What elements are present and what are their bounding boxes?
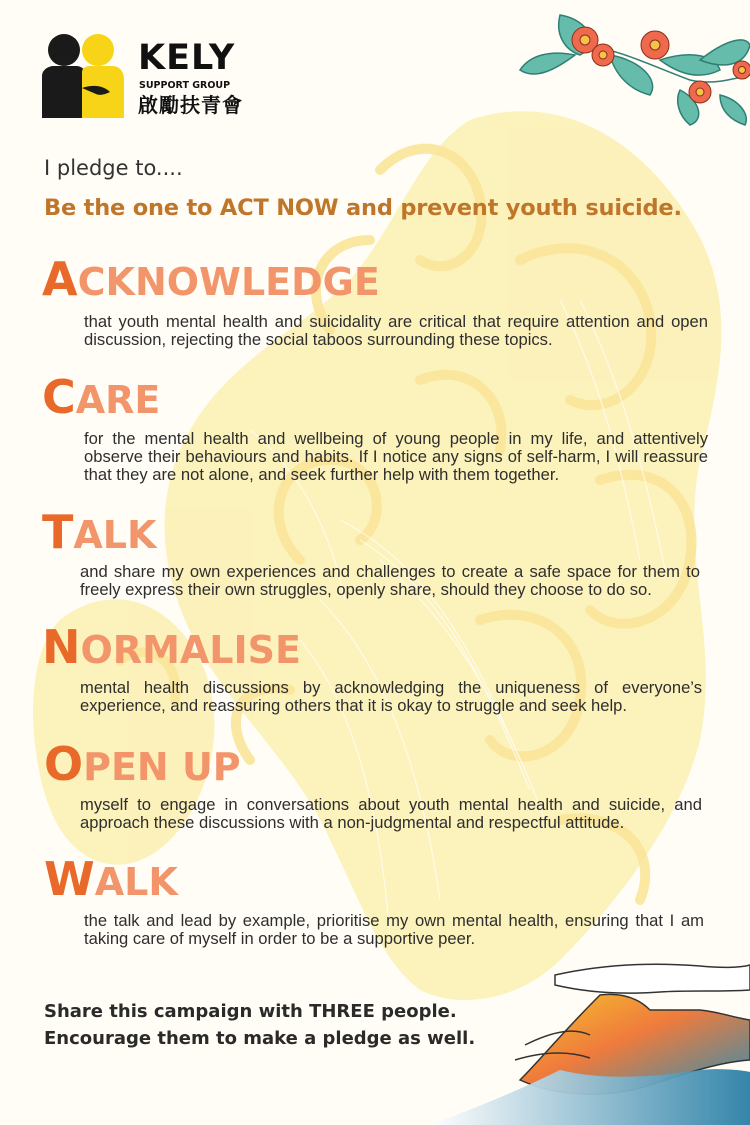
cta-line-1: Share this campaign with THREE people. bbox=[44, 1001, 457, 1022]
share-call-to-action bbox=[44, 998, 475, 1052]
pledge-body-open-up: myself to engage in conversations about youth mental health and suicide, and approach these discussions with a non-judgmental and respectful attitude. bbox=[80, 795, 702, 832]
pledge-body-care: for the mental health and wellbeing of young people in my life, and attentively observe their behaviours and habits. If I notice any signs of self-harm, I will reassure that they are not alone, and seek further help with them together. bbox=[84, 429, 708, 484]
pledge-body-walk: the talk and lead by example, prioritise my own mental health, ensuring that I am taking care of myself in order to be a supportive peer. bbox=[84, 911, 704, 948]
pledge-initial: T bbox=[42, 505, 74, 559]
pledge-initial: A bbox=[42, 252, 78, 306]
pledge-title-care bbox=[42, 370, 160, 424]
logo-subtitle: SUPPORT GROUP bbox=[139, 80, 231, 91]
pledge-title-open-up bbox=[44, 737, 241, 791]
pledge-title-walk bbox=[44, 852, 178, 906]
pledge-word: CKNOWLEDGE bbox=[77, 260, 380, 304]
pledge-word: ALK bbox=[94, 860, 178, 904]
pledge-word: ALK bbox=[73, 513, 157, 557]
pledge-initial: N bbox=[42, 620, 81, 674]
pledge-body-acknowledge: that youth mental health and suicidality are critical that require attention and open discussion, rejecting the social taboos surrounding these topics. bbox=[84, 312, 708, 349]
cta-line-2: Encourage them to make a pledge as well. bbox=[44, 1028, 476, 1049]
pledge-intro: I pledge to.... bbox=[44, 156, 183, 180]
logo-name: KELY bbox=[138, 38, 236, 78]
pledge-headline: Be the one to ACT NOW and prevent youth suicide. bbox=[44, 195, 682, 221]
pledge-initial: W bbox=[44, 852, 95, 906]
pledge-title-normalise bbox=[42, 620, 301, 674]
pledge-title-talk bbox=[42, 505, 156, 559]
kely-logo bbox=[38, 32, 278, 124]
pledge-body-talk: and share my own experiences and challenges to create a safe space for them to freely express their own struggles, openly share, should they choose to do so. bbox=[80, 562, 700, 599]
two-people-logo-icon bbox=[38, 32, 130, 120]
pledge-word: PEN UP bbox=[83, 745, 241, 789]
logo-chinese-name: 啟勵扶青會 bbox=[138, 93, 243, 117]
pledge-initial: O bbox=[44, 737, 84, 791]
pledge-word: ARE bbox=[75, 378, 161, 422]
pledge-body-normalise: mental health discussions by acknowledging the uniqueness of everyone’s experience, and reassuring others that it is okay to struggle and seek help. bbox=[80, 678, 702, 715]
pledge-word: ORMALISE bbox=[80, 628, 301, 672]
pledge-initial: C bbox=[42, 370, 76, 424]
pledge-title-acknowledge bbox=[42, 252, 380, 306]
